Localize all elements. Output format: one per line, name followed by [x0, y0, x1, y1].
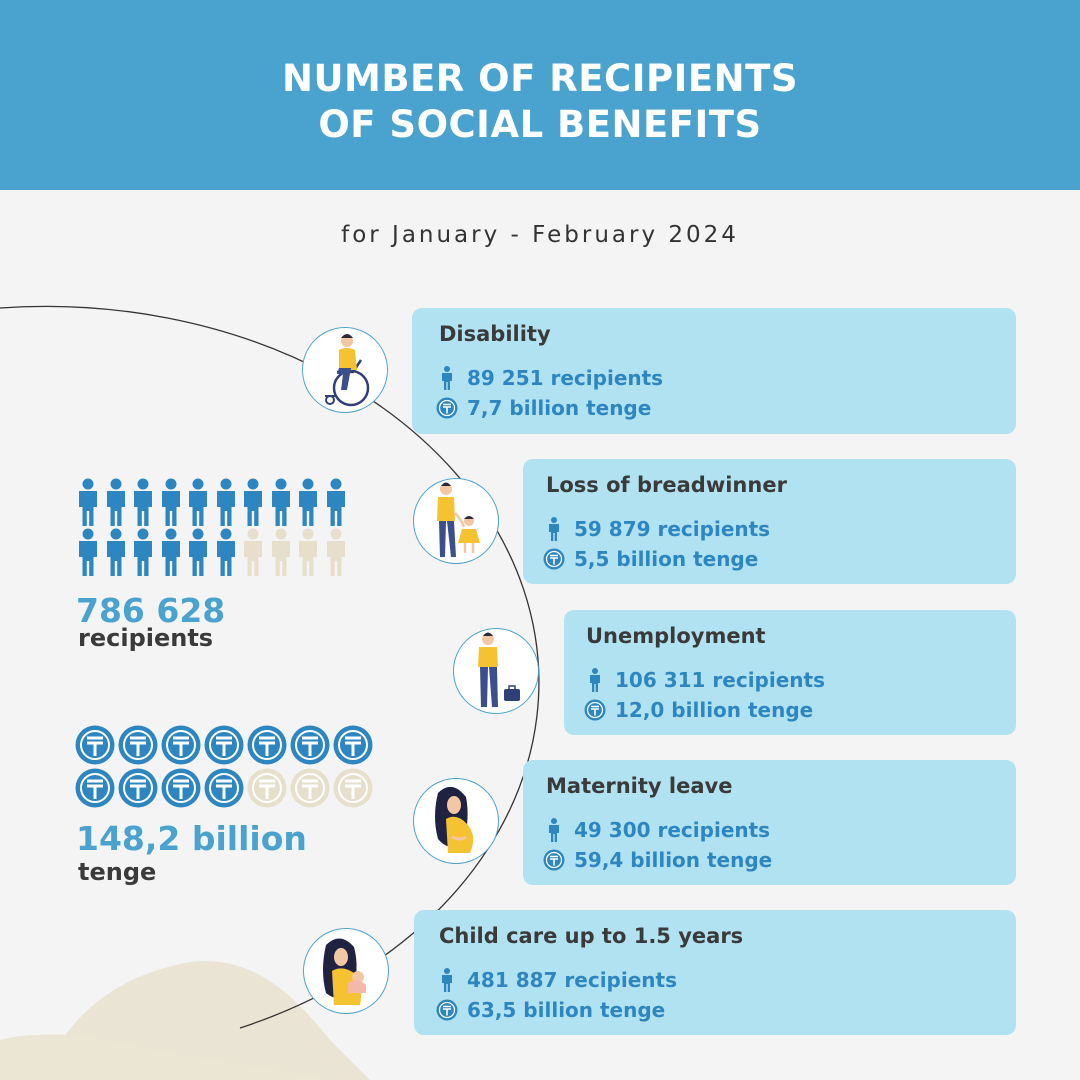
category-amount-row [584, 697, 813, 723]
recipients-text: 481 887 recipients [467, 968, 677, 992]
page-title-line1: NUMBER OF RECIPIENTS [282, 57, 798, 100]
recipients-text: 89 251 recipients [467, 366, 664, 390]
tenge-coin-icon [436, 397, 458, 419]
person-icon [584, 669, 606, 691]
category-amount-row [543, 847, 772, 873]
category-title: Loss of breadwinner [546, 473, 787, 497]
tenge-coin-icon-filled [204, 768, 247, 808]
person-icon-empty [241, 528, 269, 576]
tenge-coin-icon-filled [290, 725, 333, 765]
total-recipients-label: recipients [78, 624, 214, 652]
amount-text: 63,5 billion tenge [467, 998, 666, 1022]
category-amount-row [436, 395, 651, 421]
person-icon-empty [324, 528, 352, 576]
person-icon-filled [76, 478, 104, 526]
person-icon-filled [214, 478, 242, 526]
person-icon-filled [214, 528, 242, 576]
tenge-coin-icon-empty [333, 768, 376, 808]
person-icon [543, 518, 565, 540]
tenge-coin-icon [436, 999, 458, 1021]
person-icon-filled [241, 478, 269, 526]
total-amount-label: tenge [78, 858, 157, 886]
category-title: Maternity leave [546, 774, 733, 798]
person-icon-filled [104, 478, 132, 526]
person-icon-filled [186, 478, 214, 526]
total-amount-value: 148,2 billion [76, 819, 307, 858]
mother-baby-icon [303, 928, 389, 1014]
category-recipients-row [436, 967, 677, 993]
category-title: Unemployment [586, 624, 766, 648]
unemployed-person-icon [453, 628, 539, 714]
category-recipients-row [584, 667, 825, 693]
tenge-coin-icon [543, 849, 565, 871]
person-icon-filled [159, 478, 187, 526]
recipients-text: 49 300 recipients [574, 818, 771, 842]
amount-text: 5,5 billion tenge [574, 547, 759, 571]
parent-child-icon [413, 478, 499, 564]
tenge-coin-icon-filled [161, 725, 204, 765]
tenge-coin-icon-filled [333, 725, 376, 765]
tenge-coins-pictogram [75, 725, 376, 811]
total-recipients-value: 786 628 [76, 591, 226, 630]
tenge-coin-icon-filled [118, 725, 161, 765]
amount-text: 7,7 billion tenge [467, 396, 652, 420]
amount-text: 59,4 billion tenge [574, 848, 773, 872]
tenge-coin-icon-filled [118, 768, 161, 808]
category-recipients-row [543, 817, 770, 843]
category-card-maternity-leave [523, 760, 1016, 885]
person-icon-filled [131, 528, 159, 576]
person-icon-empty [269, 528, 297, 576]
recipients-pictogram [76, 478, 356, 578]
tenge-coin-icon-filled [204, 725, 247, 765]
person-icon [436, 969, 458, 991]
tenge-coin-icon [543, 548, 565, 570]
category-title: Child care up to 1.5 years [439, 924, 744, 948]
category-card-unemployment [564, 610, 1016, 735]
category-recipients-row [543, 516, 770, 542]
person-icon-filled [159, 528, 187, 576]
person-icon-empty [296, 528, 324, 576]
tenge-coin-icon-filled [75, 768, 118, 808]
tenge-coin-icon-filled [161, 768, 204, 808]
category-title: Disability [439, 322, 551, 346]
person-icon-filled [269, 478, 297, 526]
category-card-child-care [414, 910, 1016, 1035]
person-icon-filled [104, 528, 132, 576]
tenge-coin-icon [584, 699, 606, 721]
tenge-coin-icon-filled [75, 725, 118, 765]
person-icon-filled [186, 528, 214, 576]
person-icon-filled [296, 478, 324, 526]
recipients-text: 59 879 recipients [574, 517, 771, 541]
category-card-disability [412, 308, 1016, 434]
wheelchair-person-icon [302, 327, 388, 413]
person-icon-filled [324, 478, 352, 526]
category-amount-row [436, 997, 665, 1023]
tenge-coin-icon-empty [290, 768, 333, 808]
person-icon-filled [131, 478, 159, 526]
category-card-loss-of-breadwinner [523, 459, 1016, 584]
person-icon [543, 819, 565, 841]
page-title-line2: OF SOCIAL BENEFITS [318, 103, 762, 146]
period-subtitle: for January - February 2024 [341, 222, 739, 248]
person-icon-filled [76, 528, 104, 576]
tenge-coin-icon-empty [247, 768, 290, 808]
amount-text: 12,0 billion tenge [615, 698, 814, 722]
category-recipients-row [436, 365, 663, 391]
person-icon [436, 367, 458, 389]
category-amount-row [543, 546, 758, 572]
pregnant-woman-icon [413, 778, 499, 864]
tenge-coin-icon-filled [247, 725, 290, 765]
recipients-text: 106 311 recipients [615, 668, 825, 692]
